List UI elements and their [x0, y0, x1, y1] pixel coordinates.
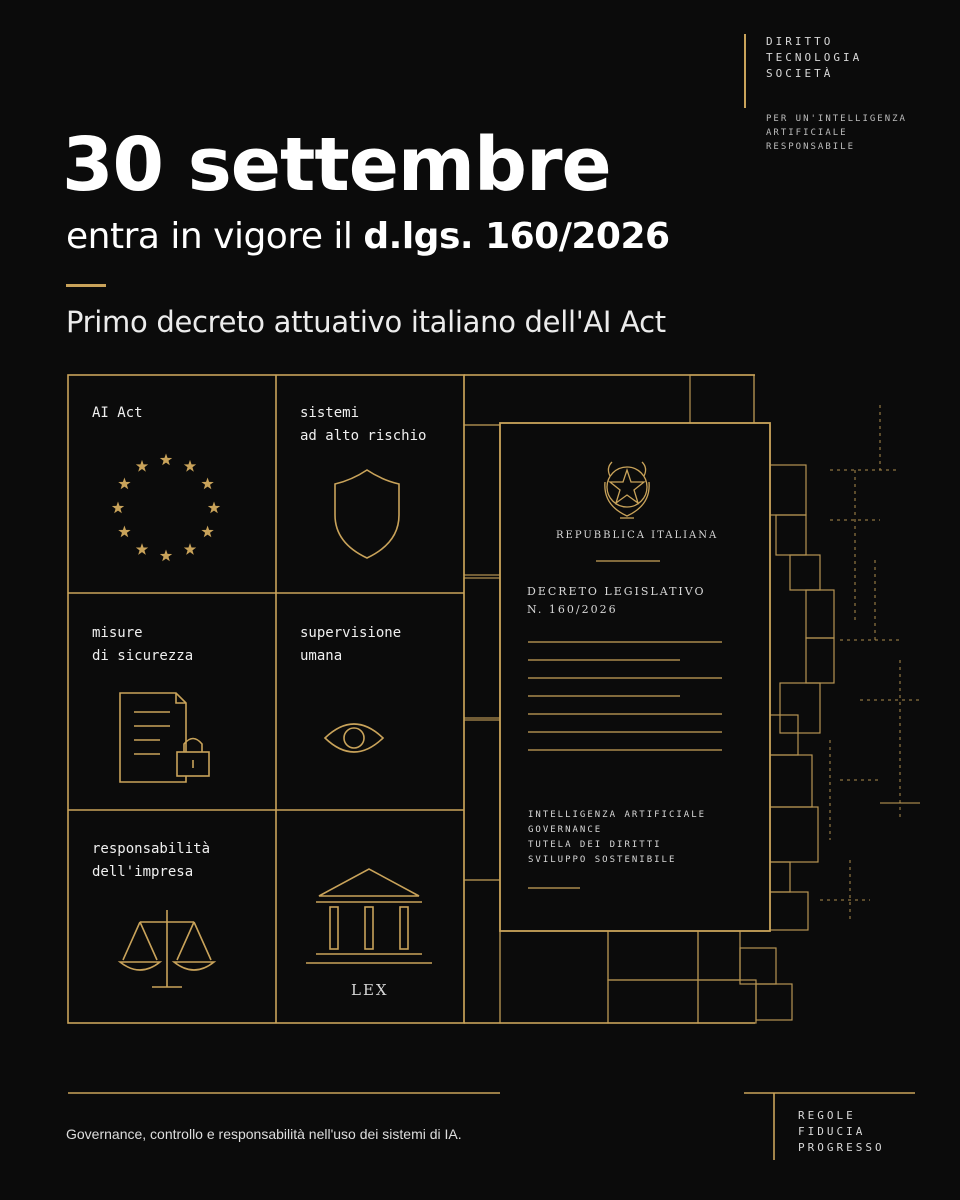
- cell-label-ai-act: AI Act: [92, 405, 143, 421]
- eu-star-icon: [201, 478, 213, 490]
- cell-label-high-risk: sistemi ad alto rischio: [300, 405, 427, 444]
- cell-label-supervision: supervisione umana: [300, 625, 402, 664]
- subtitle: Primo decreto attuativo italiano dell'AI Act: [66, 305, 666, 339]
- scales-icon: [120, 910, 214, 987]
- courthouse-icon: [306, 869, 432, 963]
- eu-stars-icon: [112, 454, 220, 562]
- eu-star-icon: [184, 543, 196, 555]
- decree-type: DECRETO LEGISLATIVO: [527, 585, 706, 598]
- eu-star-icon: [160, 454, 172, 466]
- eu-star-icon: [118, 526, 130, 538]
- eu-star-icon: [112, 502, 124, 514]
- eu-star-icon: [160, 550, 172, 562]
- eu-star-icon: [201, 526, 213, 538]
- document-lock-icon: [120, 693, 209, 782]
- shield-icon: [335, 470, 399, 558]
- lex-caption: LEX: [351, 981, 389, 999]
- decree-republic: REPUBBLICA ITALIANA: [556, 530, 719, 541]
- decree-topics: INTELLIGENZA ARTIFICIALE GOVERNANCE TUTELA DEI DIRITTI SVILUPPO SOSTENIBILE: [528, 810, 707, 865]
- cell-label-security: misure di sicurezza: [92, 625, 194, 664]
- dotted-lines: [820, 405, 920, 920]
- eu-star-icon: [208, 502, 220, 514]
- eu-star-icon: [136, 460, 148, 472]
- footer-pillars: REGOLE FIDUCIA PROGRESSO: [798, 1109, 885, 1154]
- eye-icon: [325, 724, 383, 752]
- eu-star-icon: [118, 478, 130, 490]
- footer-text: Governance, controllo e responsabilità nell'uso dei sistemi di IA.: [66, 1126, 462, 1142]
- headline-subline: entra in vigore il d.lgs. 160/2026: [66, 216, 670, 257]
- decree-number: N. 160/2026: [527, 603, 618, 616]
- brand-tagline: PER UN'INTELLIGENZA ARTIFICIALE RESPONSABILE: [766, 114, 907, 152]
- headline-date: 30 settembre: [62, 122, 611, 208]
- brand-name: DIRITTO TECNOLOGIA SOCIETÀ: [766, 35, 863, 80]
- eu-star-icon: [136, 543, 148, 555]
- cell-label-responsibility: responsabilità dell'impresa: [92, 841, 211, 880]
- eu-star-icon: [184, 460, 196, 472]
